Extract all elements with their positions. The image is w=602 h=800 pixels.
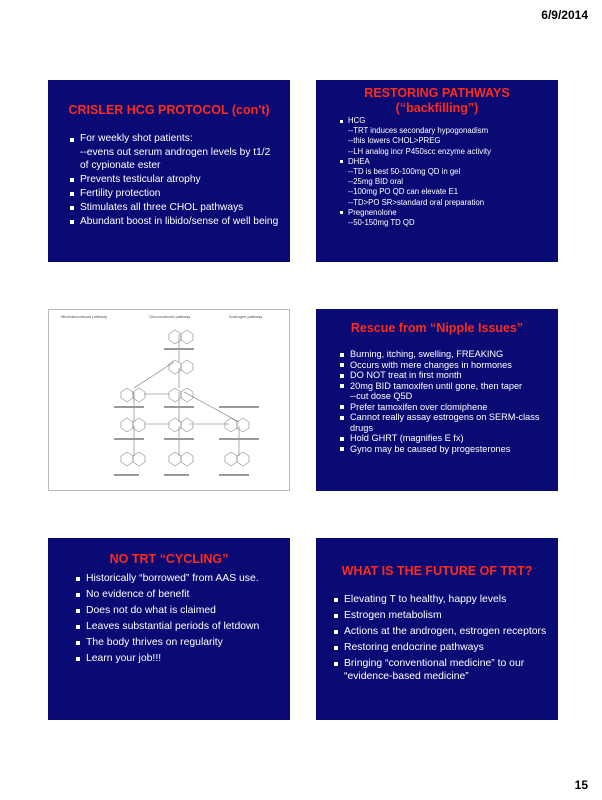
bullet-list xyxy=(68,133,280,230)
slide-no-trt-cycling xyxy=(48,538,290,720)
bullet-item: Learn your job!!! xyxy=(74,652,282,665)
sub-item: --100mg PO QD can elevate E1 xyxy=(348,187,459,197)
bullet-item: No evidence of benefit xyxy=(74,588,282,601)
bullet-item: Cannot really assay estrogens on SERM-class drugs xyxy=(338,412,552,433)
slide-title: NO TRT “CYCLING” xyxy=(109,552,229,566)
bullet-list xyxy=(338,116,552,228)
sub-item: --evens out serum androgen levels by t1/2 of cypionate ester xyxy=(80,147,271,171)
bullet-item: Elevating T to healthy, happy levels xyxy=(332,593,550,606)
slide-future-of-trt xyxy=(316,538,558,720)
sub-item: --TD>PO SR>standard oral preparation xyxy=(348,197,485,207)
bullet-item: Does not do what is claimed xyxy=(74,604,282,617)
bullet-item: Estrogen metabolism xyxy=(332,609,550,622)
steroid-pathway-diagram xyxy=(49,310,289,490)
bullet-item: For weekly shot patients: xyxy=(68,133,280,146)
pathway-lines xyxy=(134,334,239,456)
bullet-item: Prefer tamoxifen over clomiphene xyxy=(338,402,552,413)
column-header-mineralocorticoid: Mineralocorticoid pathway xyxy=(61,314,108,319)
slide-title: CRISLER HCG PROTOCOL (con't) xyxy=(68,103,270,117)
bullet-item: Bringing “conventional medicine” to our “evidence-based medicine” xyxy=(332,657,550,683)
column-header-androgen: Androgen pathway xyxy=(229,314,263,319)
slide-crisler-hcg-protocol xyxy=(48,80,290,262)
bullet-list xyxy=(332,593,550,686)
bullet-item: Leaves substantial periods of letdown xyxy=(74,620,282,633)
bullet-list xyxy=(74,572,282,668)
bullet-item: Historically “borrowed” from AAS use. xyxy=(74,572,282,585)
bullet-list xyxy=(338,349,552,454)
page-number: 15 xyxy=(574,778,588,792)
bullet-item: HCG xyxy=(338,116,552,126)
bullet-item: DHEA xyxy=(338,157,552,167)
slide-steroid-pathway-diagram xyxy=(48,309,290,491)
sub-item: --TD is best 50-100mg QD in gel xyxy=(348,167,461,177)
bullet-item: Fertility protection xyxy=(68,188,280,201)
bullet-item: Abundant boost in libido/sense of well being xyxy=(68,216,280,229)
column-header-glucocorticoid: Glucocorticoid pathway xyxy=(149,314,191,319)
bullet-item: Hold GHRT (magnifies E fx) xyxy=(338,433,552,444)
bullet-item: The body thrives on regularity xyxy=(74,636,282,649)
bullet-item: Stimulates all three CHOL pathways xyxy=(68,202,280,215)
bullet-item: Gyno may be caused by progesterones xyxy=(338,444,552,455)
sub-item: --50-150mg TD QD xyxy=(348,218,415,228)
bullet-item: Occurs with mere changes in hormones xyxy=(338,360,552,371)
sub-item: --this lowers CHOL>PREG xyxy=(348,136,441,146)
slide-title: WHAT IS THE FUTURE OF TRT? xyxy=(341,564,533,578)
slide-title: RESTORING PATHWAYS (“backfilling”) xyxy=(364,86,510,115)
bullet-item: Restoring endocrine pathways xyxy=(332,641,550,654)
sub-item: --25mg BID oral xyxy=(348,177,404,187)
page-date: 6/9/2014 xyxy=(541,8,588,22)
slide-restoring-pathways xyxy=(316,80,558,262)
sub-item: --cut dose Q5D xyxy=(350,391,413,401)
steroid-structures xyxy=(121,330,249,466)
bullet-item: DO NOT treat in first month xyxy=(338,370,552,381)
bullet-item: Prevents testicular atrophy xyxy=(68,174,280,187)
sub-item: --TRT induces secondary hypogonadism xyxy=(348,126,489,136)
bullet-item: Burning, itching, swelling, FREAKING xyxy=(338,349,552,360)
bullet-item: Actions at the androgen, estrogen receptors xyxy=(332,625,550,638)
slide-title: Rescue from “Nipple Issues” xyxy=(350,321,524,335)
bullet-item: Pregnenolone xyxy=(338,208,552,218)
slide-nipple-issues xyxy=(316,309,558,491)
sub-item: --LH analog incr P450scc enzyme activity xyxy=(348,146,492,156)
bullet-item: 20mg BID tamoxifen until gone, then taper xyxy=(338,381,552,392)
